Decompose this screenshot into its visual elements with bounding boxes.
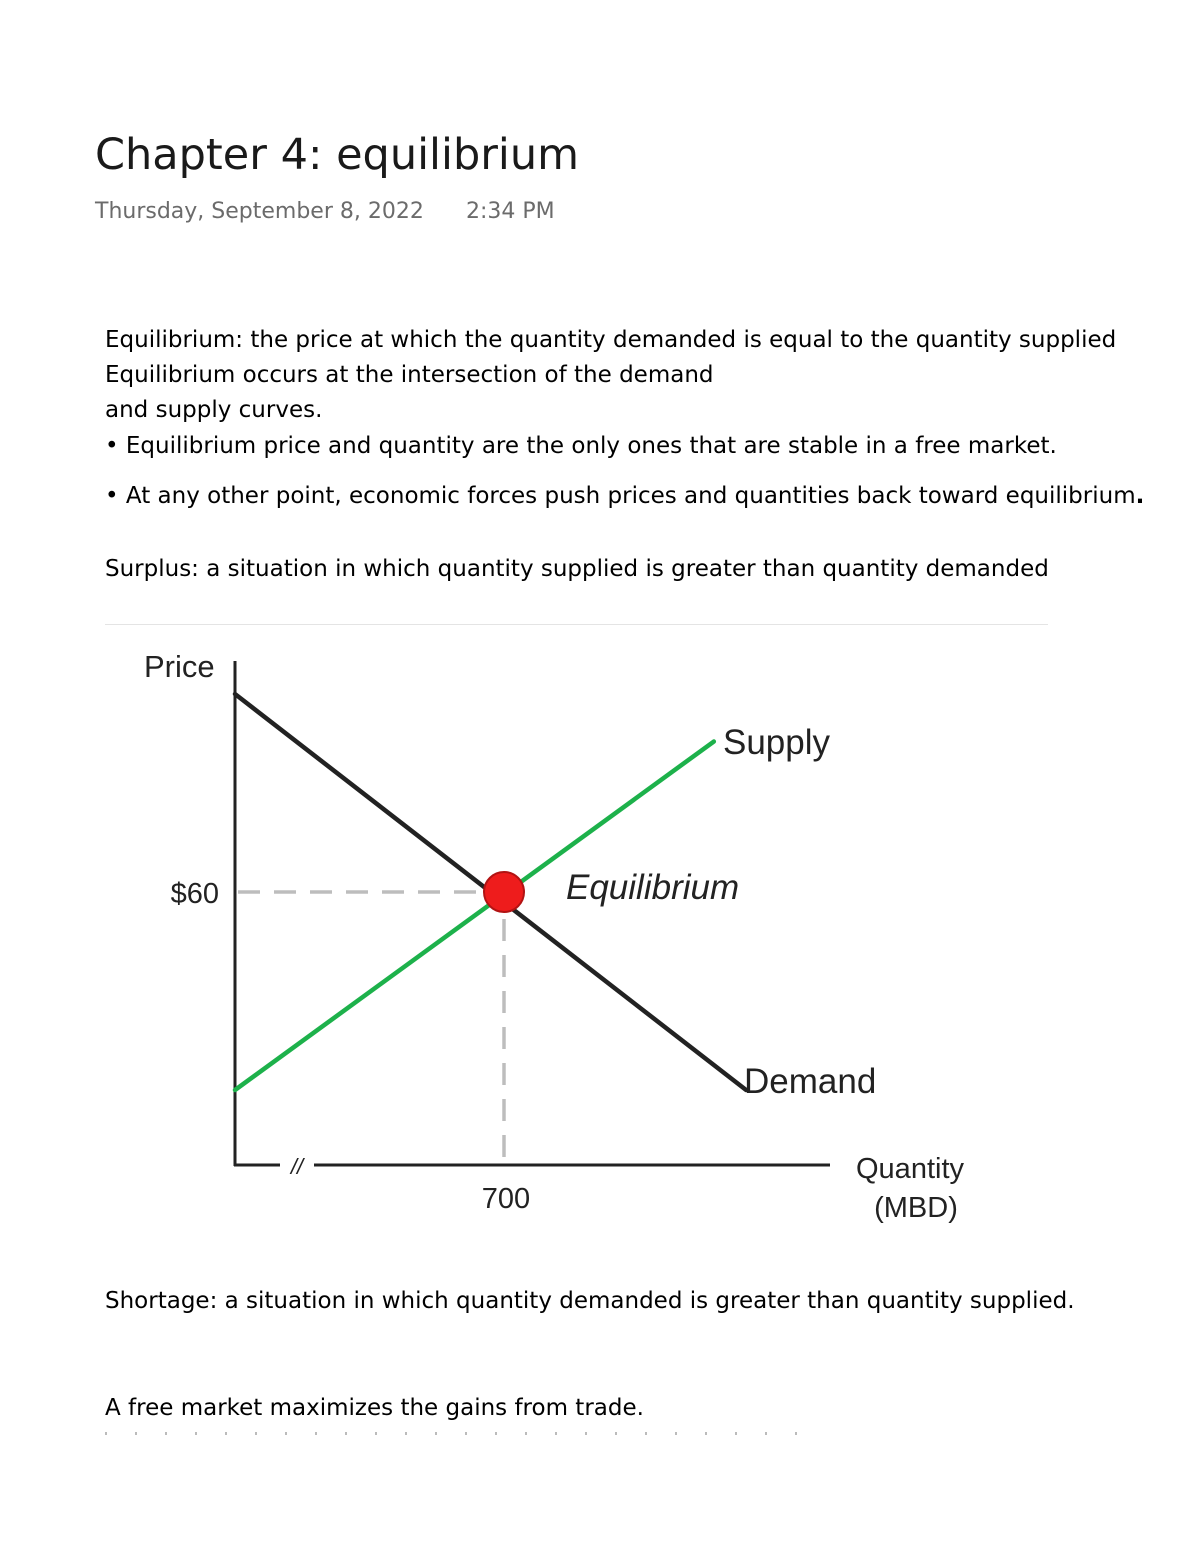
cut-off-text-line <box>105 1432 825 1435</box>
y-tick-label: $60 <box>170 878 219 910</box>
x-axis-label-unit: (MBD) <box>874 1192 958 1224</box>
page-title: Chapter 4: equilibrium <box>95 130 580 180</box>
demand-label: Demand <box>744 1062 877 1101</box>
supply-line <box>235 742 714 1090</box>
page-date: Thursday, September 8, 2022 <box>95 199 424 224</box>
note-line-definition: Equilibrium: the price at which the quantity demanded is equal to the quantity supplied <box>105 327 1117 353</box>
shortage-definition: Shortage: a situation in which quantity demanded is greater than quantity supplied. <box>105 1288 1075 1314</box>
x-axis-label-quantity: Quantity <box>856 1153 964 1185</box>
free-market-line: A free market maximizes the gains from trade. <box>105 1395 644 1421</box>
note-line-curves: and supply curves. <box>105 397 323 423</box>
supply-label: Supply <box>723 723 831 762</box>
bullet-other-point <box>105 483 1144 509</box>
page-time: 2:34 PM <box>466 199 555 224</box>
y-axis-label: Price <box>144 649 215 684</box>
equilibrium-label: Equilibrium <box>566 868 740 907</box>
surplus-definition: Surplus: a situation in which quantity supplied is greater than quantity demanded <box>105 556 1049 582</box>
note-line-intersection: Equilibrium occurs at the intersection of the demand <box>105 362 714 388</box>
equilibrium-point <box>484 872 524 912</box>
bullet-other-point-period: . <box>1135 483 1145 509</box>
equilibrium-chart <box>120 635 1000 1235</box>
bullet-stable: • Equilibrium price and quantity are the only ones that are stable in a free market. <box>105 433 1057 459</box>
bullet-other-point-text: • At any other point, economic forces push prices and quantities back toward equilibrium <box>105 483 1136 509</box>
divider <box>105 624 1048 625</box>
chart-svg <box>120 635 1000 1235</box>
x-tick-label: 700 <box>481 1183 531 1215</box>
axis-break-mark: // <box>290 1154 304 1179</box>
